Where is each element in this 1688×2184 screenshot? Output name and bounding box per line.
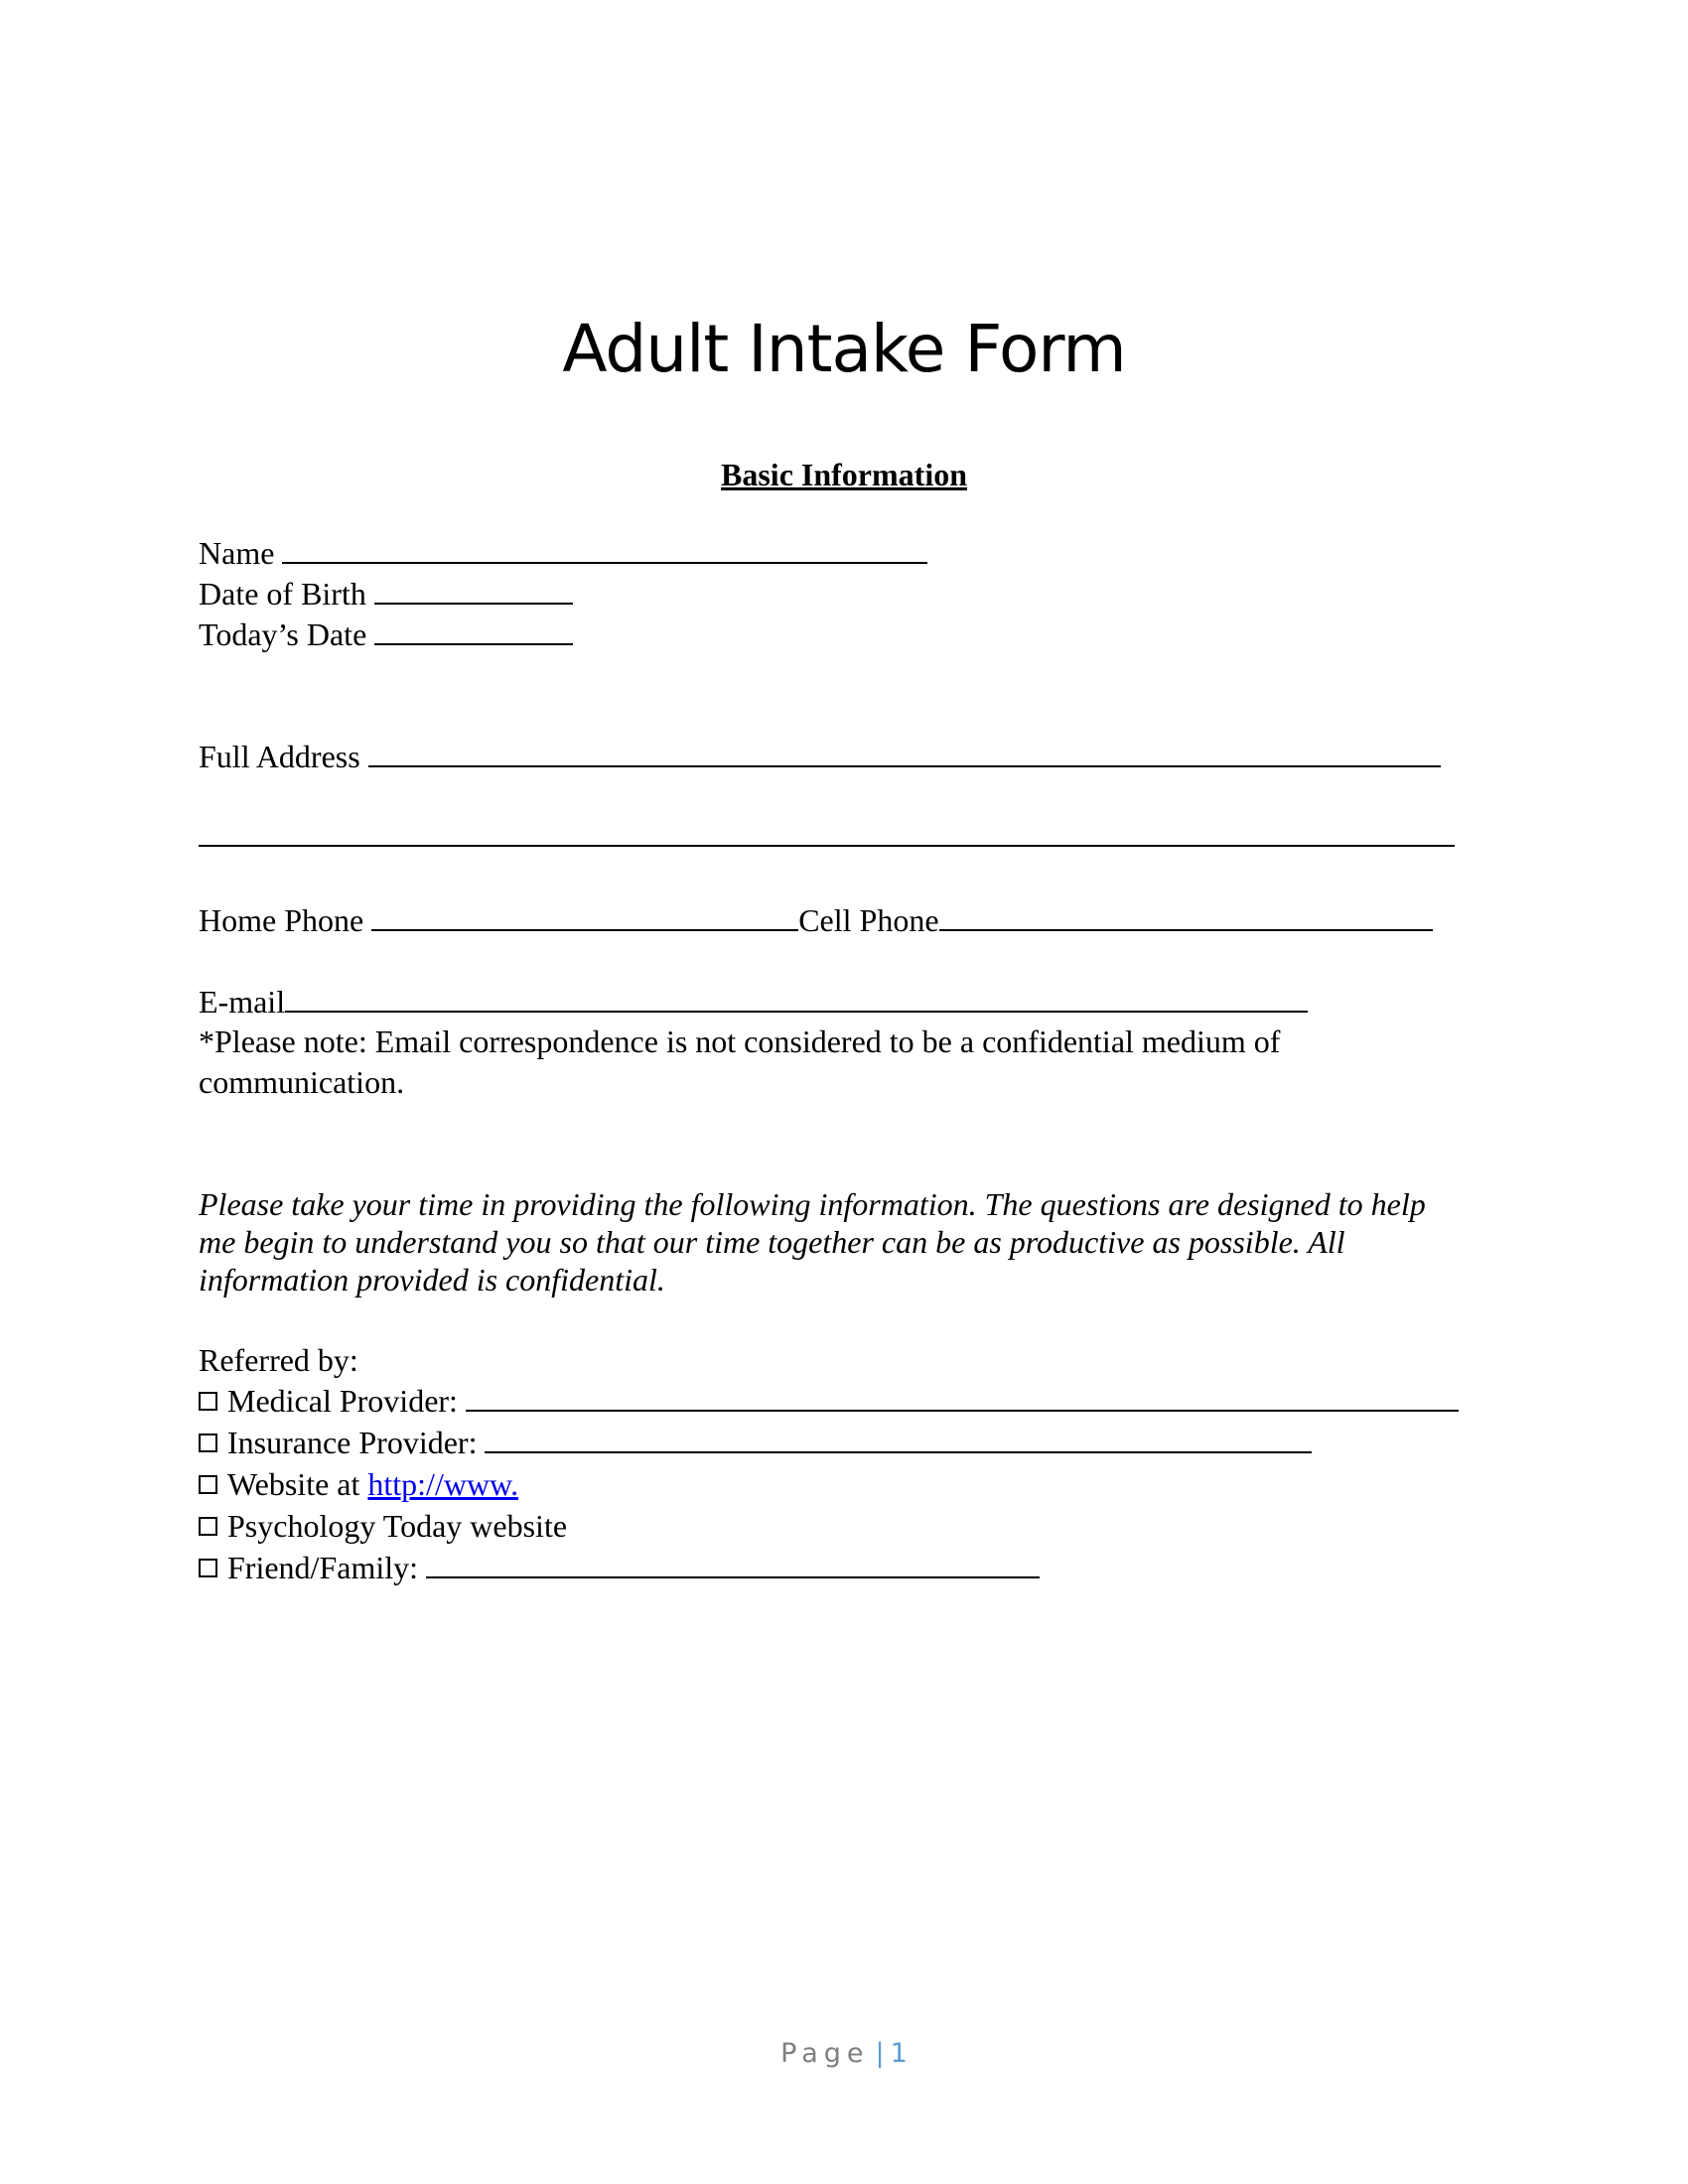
page-title: Adult Intake Form <box>562 311 1126 387</box>
email-note-line2: communication. <box>199 1064 405 1100</box>
dob-label: Date of Birth <box>199 576 366 612</box>
dob-row <box>199 574 573 614</box>
psychology-today-checkbox[interactable] <box>199 1517 217 1536</box>
address-field-line2[interactable] <box>199 817 1455 847</box>
website-link[interactable]: http://www. <box>367 1466 519 1502</box>
today-date-row <box>199 614 573 654</box>
referred-by-heading: Referred by: <box>199 1342 358 1378</box>
email-label: E-mail <box>199 984 286 1020</box>
intro-line1: Please take your time in providing the following information. The questions are designed to help <box>199 1186 1426 1222</box>
intro-line3: information provided is confidential. <box>199 1262 665 1297</box>
referral-insurance-row <box>199 1423 1312 1462</box>
referral-friend-row <box>199 1548 1040 1587</box>
address-row-2 <box>199 816 1455 856</box>
dob-field[interactable] <box>374 575 573 605</box>
email-field[interactable] <box>285 983 1308 1013</box>
referral-medical-row <box>199 1381 1459 1421</box>
email-note-line1: *Please note: Email correspondence is not considered to be a confidential medium of <box>199 1024 1281 1059</box>
medical-provider-field[interactable] <box>466 1382 1459 1412</box>
friend-family-checkbox[interactable] <box>199 1559 217 1577</box>
psychology-today-label: Psychology Today website <box>227 1508 568 1544</box>
referral-psych-today-row <box>199 1506 567 1546</box>
page-footer <box>0 2037 1688 2071</box>
name-field[interactable] <box>282 534 927 564</box>
name-row <box>199 533 927 573</box>
home-phone-label: Home Phone <box>199 902 364 938</box>
referral-website-row <box>199 1464 518 1504</box>
address-row <box>199 737 1441 776</box>
name-label: Name <box>199 535 275 571</box>
insurance-provider-label: Insurance Provider: <box>227 1425 478 1460</box>
address-label: Full Address <box>199 739 360 774</box>
friend-family-label: Friend/Family: <box>227 1550 418 1585</box>
home-phone-field[interactable] <box>371 901 798 931</box>
today-date-field[interactable] <box>374 615 573 645</box>
cell-phone-field[interactable] <box>939 901 1433 931</box>
medical-provider-label: Medical Provider: <box>227 1383 458 1419</box>
section-heading-basic-info: Basic Information <box>721 457 967 492</box>
insurance-provider-field[interactable] <box>485 1424 1312 1453</box>
address-field-line1[interactable] <box>368 738 1441 767</box>
intro-line2: me begin to understand you so that our time together can be as productive as possible. All <box>199 1224 1345 1260</box>
today-date-label: Today’s Date <box>199 616 367 652</box>
website-checkbox[interactable] <box>199 1475 217 1494</box>
page-number: 1 <box>890 2038 908 2069</box>
medical-provider-checkbox[interactable] <box>199 1392 217 1411</box>
page-separator: | <box>875 2038 885 2069</box>
friend-family-field[interactable] <box>426 1549 1040 1578</box>
phone-row <box>199 900 1433 940</box>
page-label: Page <box>780 2038 870 2069</box>
insurance-provider-checkbox[interactable] <box>199 1433 217 1452</box>
email-row <box>199 982 1308 1022</box>
cell-phone-label: Cell Phone <box>798 902 939 938</box>
website-label: Website at <box>227 1466 360 1502</box>
